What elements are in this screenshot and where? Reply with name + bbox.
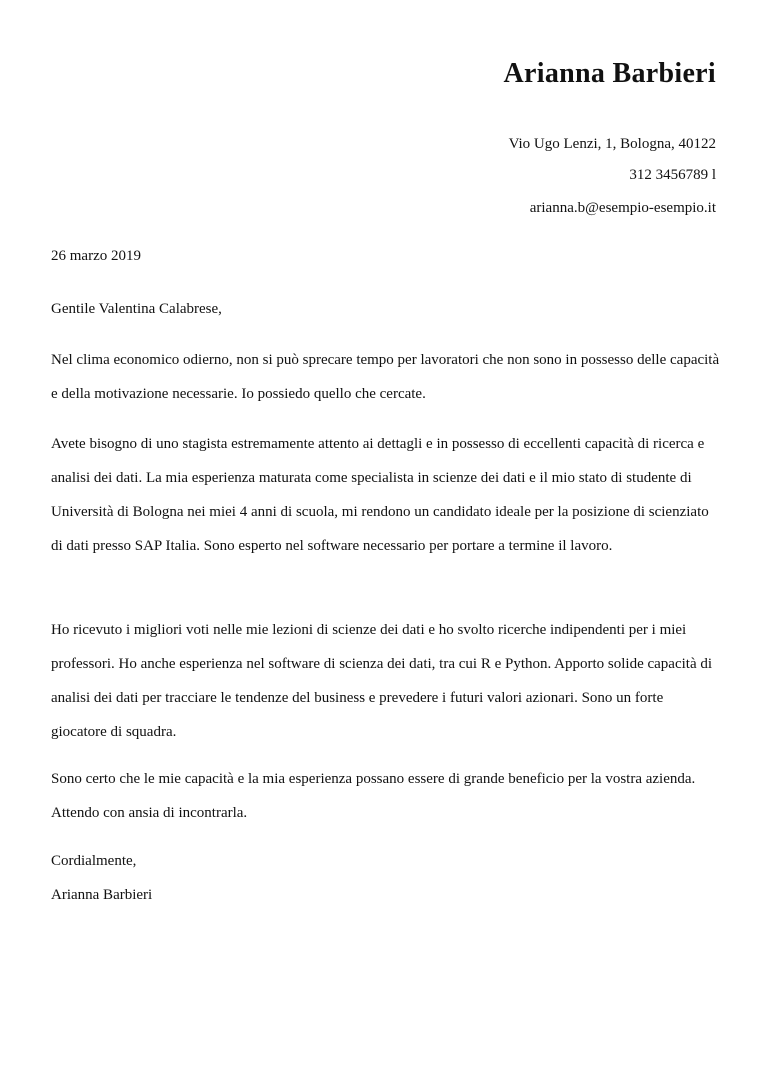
letter-signature: Arianna Barbieri [51, 887, 153, 903]
sender-name: Arianna Barbieri [503, 58, 716, 89]
body-paragraph-3: Ho ricevuto i migliori voti nelle mie lezioni di scienze dei dati e ho svolto ricerche indipendenti per i miei professori. Ho anche esperienza nel software di scienza dei dati, tra cui R e Python. Apporto solide capacità di analisi dei dati per tracciare le tendenze del business e prevedere i futuri valori azionari. Sono un forte giocatore di squadra. [51, 622, 713, 740]
sender-address: Vio Ugo Lenzi, 1, Bologna, 40122 [508, 136, 716, 152]
letter-date: 26 marzo 2019 [51, 248, 141, 264]
body-paragraph-4: Sono certo che le mie capacità e la mia esperienza possano essere di grande beneficio per la vostra azienda. Attendo con ansia di incontrarla. [51, 771, 696, 821]
letter-closing: Cordialmente, [51, 853, 137, 869]
body-paragraph-2: Avete bisogno di uno stagista estremamente attento ai dettagli e in possesso di eccellenti capacità di ricerca e analisi dei dati. La mia esperienza maturata come specialista in scienze dei dati e il mio stato di studente di Università di Bologna nei miei 4 anni di scuola, mi rendono un candidato ideale per la posizione di scienziato di dati presso SAP Italia. Sono esperto nel software necessario per portare a termine il lavoro. [51, 436, 709, 554]
sender-phone: 312 3456789 l [629, 167, 716, 183]
sender-email: arianna.b@esempio-esempio.it [529, 200, 716, 216]
letter-greeting: Gentile Valentina Calabrese, [51, 301, 222, 317]
body-paragraph-1: Nel clima economico odierno, non si può sprecare tempo per lavoratori che non sono in possesso delle capacità e della motivazione necessarie. Io possiedo quello che cercate. [51, 352, 720, 402]
